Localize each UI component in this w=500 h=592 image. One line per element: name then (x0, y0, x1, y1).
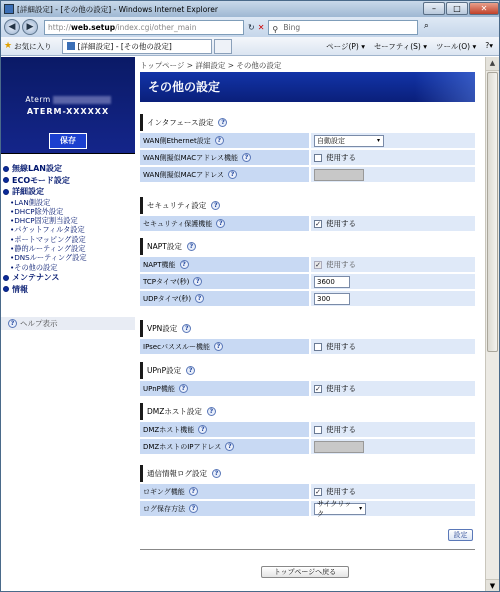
dropdown-arrow-icon: ▾ (359, 504, 363, 512)
menu-item[interactable] (1, 163, 135, 175)
setting-value (311, 274, 475, 289)
setting-label-text: TCPタイマ(秒) (143, 277, 190, 286)
submenu-item-label: LAN側設定 (14, 197, 51, 207)
address-bar (1, 17, 500, 37)
title-bar (1, 1, 500, 17)
back-to-top-button[interactable]: トップページへ戻る (261, 566, 349, 578)
url-input[interactable] (44, 20, 244, 35)
section-title: セキュリティ設定 (147, 201, 207, 210)
menu-item[interactable] (1, 272, 135, 284)
model-name: ATERM-XXXXXX (26, 107, 110, 116)
setting-label-text: WAN側擬似MACアドレス機能 (143, 153, 238, 162)
setting-checkbox[interactable]: ✓ (315, 487, 321, 496)
help-icon[interactable]: ? (218, 118, 227, 127)
select-value: サイクリック (317, 499, 352, 518)
help-icon: ? (8, 319, 17, 328)
submenu-bullet-icon: • (10, 197, 15, 207)
section-heading (140, 197, 475, 214)
setting-value (311, 167, 475, 182)
setting-label-text: WAN側Ethernet設定 (143, 136, 211, 145)
ie-icon (4, 4, 14, 14)
dropdown-arrow-icon: ▾ (376, 136, 380, 144)
vertical-scrollbar[interactable] (485, 57, 499, 592)
submenu-item[interactable] (1, 216, 135, 225)
help-icon[interactable]: ? (189, 504, 198, 513)
url-path: /index.cgi/other_main (115, 22, 197, 32)
search-go-icon[interactable]: ⌕ (423, 20, 429, 31)
help-icon[interactable]: ? (182, 324, 191, 333)
setting-label (140, 422, 309, 437)
help-icon[interactable]: ? (186, 366, 195, 375)
setting-row (140, 167, 475, 182)
setting-value (311, 291, 475, 306)
submenu-item[interactable] (1, 253, 135, 262)
submenu-bullet-icon: • (10, 225, 15, 235)
window-title: [詳細設定] - [その他の設定] - Windows Internet Explorer (17, 4, 218, 14)
setting-checkbox[interactable] (314, 343, 322, 351)
setting-checkbox[interactable]: ✓ (315, 384, 321, 393)
submenu-item[interactable] (1, 225, 135, 234)
settings-section (140, 320, 475, 356)
favorites-bar (1, 37, 500, 56)
setting-row (140, 381, 475, 396)
setting-label-text: DMZホストのIPアドレス (143, 442, 222, 451)
settings-section (140, 465, 475, 518)
help-icon[interactable]: ? (198, 425, 207, 434)
checkbox-label: 使用する (326, 425, 356, 434)
checkbox-label: 使用する (326, 384, 356, 393)
submenu-item-label: DHCP除外設定 (14, 206, 64, 216)
section-title: UPnP設定 (147, 366, 182, 375)
help-icon[interactable]: ? (180, 260, 189, 269)
bing-icon: ⚲ (272, 24, 279, 34)
setting-label-text: ロギング機能 (143, 487, 185, 496)
submenu-bullet-icon: • (10, 234, 15, 244)
menu-bullet-icon (3, 177, 9, 183)
search-placeholder: Bing (283, 22, 301, 32)
section-title: DMZホスト設定 (147, 407, 202, 416)
submenu-item[interactable] (1, 244, 135, 253)
setting-label-text: セキュリティ保護機能 (143, 219, 213, 228)
section-title: NAPT設定 (147, 242, 182, 251)
setting-value (311, 216, 475, 231)
left-pane (1, 57, 135, 592)
menu-item-label: 詳細設定 (12, 187, 44, 197)
setting-label-text: DMZホスト機能 (143, 425, 195, 434)
submenu-item-label: パケットフィルタ設定 (14, 225, 85, 235)
minimize-button[interactable]: – (423, 2, 445, 15)
setting-label (140, 216, 309, 231)
divider (140, 549, 475, 550)
menu-item[interactable] (1, 186, 135, 198)
tab-label: [詳細設定] - [その他の設定] (77, 41, 172, 51)
submenu-item[interactable] (1, 235, 135, 244)
setting-label-text: UPnP機能 (143, 384, 175, 393)
setting-label-text: UDPタイマ(秒) (143, 294, 192, 303)
scroll-thumb[interactable] (487, 72, 498, 352)
select-value: 自動設定 (317, 136, 345, 145)
menu-bullet-icon (3, 286, 9, 292)
setting-row (140, 501, 475, 516)
search-input[interactable] (268, 20, 418, 35)
setting-row (140, 216, 475, 231)
section-heading (140, 114, 475, 131)
setting-row (140, 133, 475, 148)
save-button[interactable]: 保存 (49, 133, 87, 149)
section-heading (140, 320, 475, 337)
setting-label-text: NAPT機能 (143, 260, 176, 269)
setting-value (311, 439, 475, 454)
settings-section (140, 238, 475, 308)
setting-value (311, 422, 475, 437)
help-icon[interactable]: ? (179, 384, 188, 393)
submenu-item-label: DNSルーティング設定 (14, 253, 87, 263)
menu-bullet-icon (3, 275, 9, 281)
menu-item[interactable] (1, 175, 135, 187)
command-1[interactable]: セーフティ(S) ▾ (373, 41, 427, 51)
submenu-bullet-icon: • (10, 216, 15, 226)
section-heading (140, 362, 475, 379)
settings-section (140, 197, 475, 233)
setting-value (311, 133, 475, 148)
favorites-button[interactable]: お気に入り (14, 41, 52, 51)
help-icon[interactable]: ? (193, 277, 202, 286)
new-tab-button[interactable] (214, 39, 232, 54)
setting-label (140, 439, 309, 454)
back-icon[interactable]: ◀ (4, 19, 20, 35)
command-3[interactable]: ?▾ (485, 40, 493, 50)
scroll-up-icon[interactable]: ▲ (486, 57, 499, 71)
setting-checkbox[interactable] (314, 426, 322, 434)
setting-row (140, 150, 475, 165)
submenu-item-label: 静的ルーティング設定 (14, 243, 86, 253)
forward-icon[interactable]: ▶ (22, 19, 38, 35)
setting-checkbox[interactable]: ✓ (315, 219, 321, 228)
setting-label (140, 257, 309, 272)
section-heading (140, 403, 475, 420)
menu-item-label: メンテナンス (12, 273, 60, 283)
menu-item-label: ECOモード設定 (12, 175, 70, 185)
menu-bullet-icon (3, 166, 9, 172)
setting-label-text: IPsecパススルー機能 (143, 342, 210, 351)
set-button[interactable]: 設定 (448, 529, 473, 541)
section-title: 通信情報ログ設定 (147, 469, 207, 478)
setting-value (311, 381, 475, 396)
checkbox-label: 使用する (326, 342, 356, 351)
setting-label-text: WAN側擬似MACアドレス (143, 170, 224, 179)
maximize-button[interactable]: □ (446, 2, 468, 15)
submenu-item[interactable] (1, 207, 135, 216)
setting-select[interactable] (314, 135, 384, 147)
help-icon[interactable]: ? (225, 442, 234, 451)
setting-label (140, 381, 309, 396)
setting-value (311, 484, 475, 499)
setting-label (140, 339, 309, 354)
help-icon[interactable]: ? (189, 487, 198, 496)
browser-tab[interactable] (62, 39, 212, 54)
setting-label (140, 291, 309, 306)
help-icon[interactable]: ? (242, 153, 251, 162)
help-icon[interactable]: ? (214, 342, 223, 351)
setting-checkbox: ✓ (315, 260, 321, 269)
setting-label (140, 150, 309, 165)
section-heading (140, 465, 475, 482)
close-button[interactable]: ✕ (469, 2, 499, 15)
help-icon[interactable]: ? (228, 170, 237, 179)
url-scheme: http:// (48, 22, 71, 32)
brand-panel (1, 57, 135, 154)
product-label: Aterm (25, 95, 51, 104)
help-label: ヘルプ表示 (20, 319, 58, 328)
tab-page-icon (67, 42, 75, 50)
checkbox-label: 使用する (326, 487, 356, 496)
submenu-item[interactable] (1, 198, 135, 207)
setting-row (140, 291, 475, 306)
menu-bullet-icon (3, 189, 9, 195)
checkbox-label: 使用する (326, 219, 356, 228)
menu-item-label: 情報 (12, 284, 28, 294)
setting-label (140, 484, 309, 499)
setting-label (140, 274, 309, 289)
section-heading (140, 238, 475, 255)
settings-section (140, 403, 475, 456)
submenu-item-label: ポートマッピング設定 (14, 234, 86, 244)
checkbox-label: 使用する (326, 153, 356, 162)
submenu-bullet-icon: • (10, 206, 15, 216)
setting-checkbox[interactable] (314, 154, 322, 162)
setting-value (311, 501, 475, 516)
submenu-item-label: その他の設定 (14, 262, 58, 272)
setting-row (140, 439, 475, 454)
main-pane (138, 57, 487, 592)
scroll-down-icon[interactable]: ▼ (486, 579, 499, 592)
setting-text-input[interactable]: 300 (314, 293, 350, 305)
stop-icon[interactable]: ✕ (257, 22, 265, 32)
help-icon[interactable]: ? (187, 242, 196, 251)
setting-select[interactable] (314, 499, 366, 518)
help-icon[interactable]: ? (212, 469, 221, 478)
help-icon[interactable]: ? (207, 407, 216, 416)
setting-text-input-disabled (314, 441, 364, 453)
menu-item[interactable] (1, 283, 135, 295)
url-host: web.setup (70, 22, 116, 32)
product-name (1, 95, 135, 104)
settings-section (140, 362, 475, 398)
command-2[interactable]: ツール(O) ▾ (435, 41, 477, 51)
breadcrumb: トップページ > 詳細設定 > その他の設定 (140, 61, 282, 70)
help-icon[interactable]: ? (216, 219, 225, 228)
submenu-item[interactable] (1, 263, 135, 272)
section-title: VPN設定 (147, 324, 178, 333)
help-icon[interactable]: ? (215, 136, 224, 145)
redacted-text (53, 96, 111, 104)
help-icon[interactable]: ? (211, 201, 220, 210)
page-content (1, 57, 487, 592)
setting-label (140, 501, 309, 516)
help-link[interactable] (1, 317, 135, 330)
refresh-icon[interactable]: ↻ (248, 22, 255, 32)
submenu-bullet-icon: • (10, 243, 15, 253)
submenu-item-label: DHCP固定割当設定 (14, 216, 78, 226)
setting-text-input[interactable]: 3600 (314, 276, 350, 288)
help-icon[interactable]: ? (195, 294, 204, 303)
setting-text-input-disabled (314, 169, 364, 181)
command-0[interactable]: ページ(P) ▾ (326, 41, 365, 51)
setting-row (140, 257, 475, 272)
submenu-bullet-icon: • (10, 253, 15, 263)
settings-section (140, 114, 475, 184)
setting-value (311, 257, 475, 272)
setting-label (140, 133, 309, 148)
setting-value (311, 339, 475, 354)
submenu-bullet-icon: • (10, 262, 15, 272)
section-title: インタフェース設定 (147, 118, 214, 127)
setting-row (140, 339, 475, 354)
checkbox-label: 使用する (326, 260, 356, 269)
setting-label (140, 167, 309, 182)
setting-label-text: ログ保存方法 (143, 504, 185, 513)
side-menu (1, 163, 135, 295)
page-title: その他の設定 (140, 72, 475, 102)
menu-item-label: 無線LAN設定 (12, 164, 62, 174)
setting-row (140, 274, 475, 289)
setting-row (140, 484, 475, 499)
favorites-star-icon[interactable]: ★ (4, 41, 13, 51)
setting-row (140, 422, 475, 437)
setting-value (311, 150, 475, 165)
